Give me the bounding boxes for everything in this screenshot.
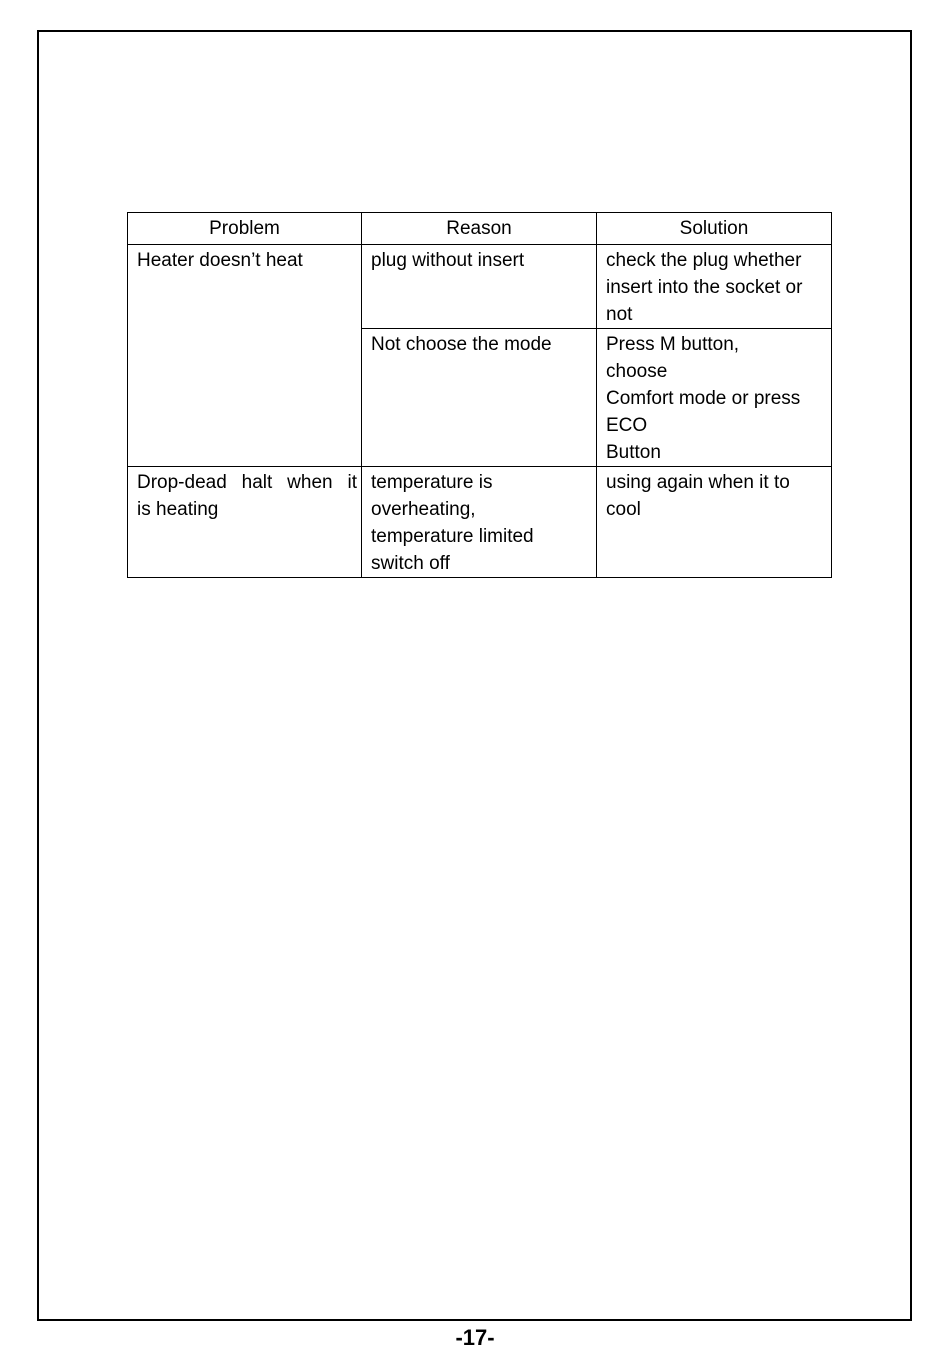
problem-text-line1: Drop-dead halt when it bbox=[137, 472, 357, 493]
problem-text-line2: is heating bbox=[137, 499, 219, 520]
reason-text: plug without insert bbox=[371, 250, 525, 271]
problem-cell bbox=[128, 467, 362, 578]
reason-cell bbox=[362, 467, 597, 578]
reason-text: Not choose the mode bbox=[371, 334, 552, 355]
problem-text: Heater doesn’t heat bbox=[137, 250, 303, 271]
reason-cell bbox=[362, 245, 597, 329]
table-row bbox=[128, 245, 832, 329]
page-number: -17- bbox=[455, 1325, 495, 1350]
troubleshooting-table bbox=[127, 212, 832, 578]
table-header-row bbox=[128, 213, 832, 245]
reason-text: temperature is overheating, temperature limited switch off bbox=[371, 472, 534, 574]
table-row bbox=[128, 467, 832, 578]
header-problem: Problem bbox=[128, 213, 362, 245]
solution-cell bbox=[597, 467, 832, 578]
solution-text: Press M button, choose Comfort mode or press ECO Button bbox=[606, 334, 801, 463]
solution-text: using again when it to cool bbox=[606, 472, 790, 520]
solution-cell bbox=[597, 245, 832, 329]
header-solution: Solution bbox=[597, 213, 832, 245]
problem-cell bbox=[128, 245, 362, 467]
solution-cell bbox=[597, 329, 832, 467]
reason-cell bbox=[362, 329, 597, 467]
header-reason: Reason bbox=[362, 213, 597, 245]
solution-text: check the plug whether insert into the socket or not bbox=[606, 250, 803, 325]
